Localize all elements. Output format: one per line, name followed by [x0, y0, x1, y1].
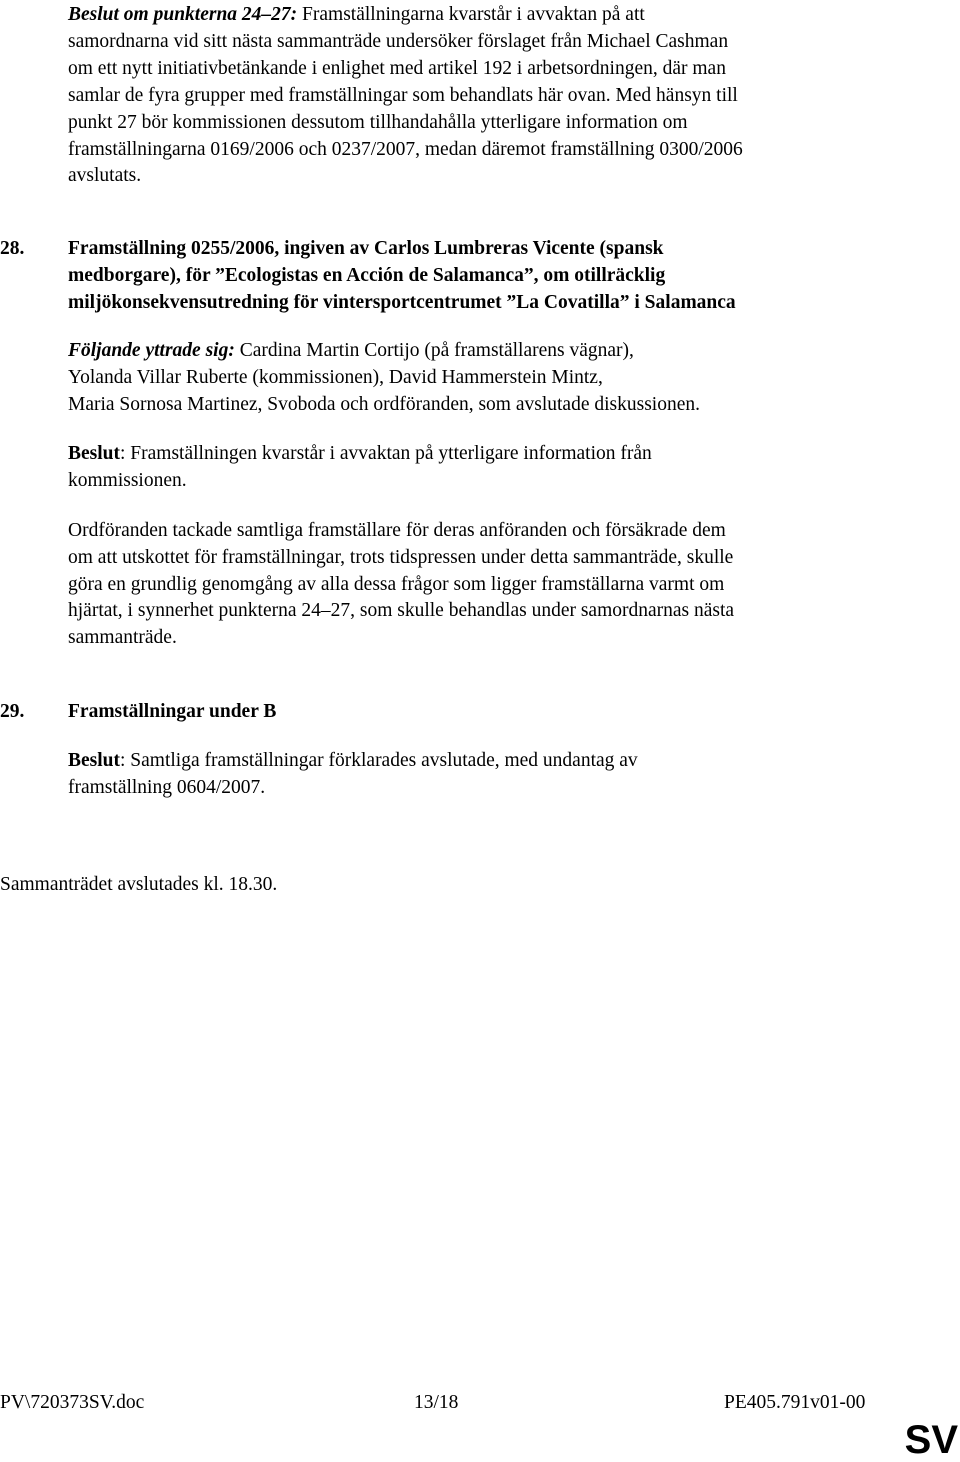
- chair-thanks-line: sammanträde.: [68, 627, 177, 648]
- footer-page-number: 13/18: [414, 1392, 459, 1413]
- decision-24-27-line: samordnarna vid sitt nästa sammanträde undersöker förslaget från Michael Cashman: [68, 31, 729, 52]
- speakers-line: Maria Sornosa Martinez, Svoboda och ordföranden, som avslutade diskussionen.: [68, 394, 700, 415]
- item-28-decision-line-1: [68, 441, 652, 468]
- item-28-decision-label: Beslut: [68, 443, 121, 464]
- decision-24-27-line-1: [68, 2, 645, 29]
- chair-thanks-line: om att utskottet för framställningar, trots tidspressen under detta sammanträde, skulle: [68, 547, 734, 568]
- item-29-decision-text: : Samtliga framställningar förklarades avslutade, med undantag av: [120, 750, 638, 771]
- item-28-title-line: miljökonsekvensutredning för vintersportcentrumet ”La Covatilla” i Salamanca: [68, 292, 736, 313]
- item-29-title: Framställningar under B: [68, 701, 277, 722]
- item-28-title-line: medborgare), för ”Ecologistas en Acción de Salamanca”, om otillräcklig: [68, 265, 666, 286]
- decision-24-27-text: Framställningarna kvarstår i avvaktan på att: [302, 4, 645, 25]
- footer-doc-ref: PV\720373SV.doc: [0, 1392, 145, 1413]
- item-29-number: 29.: [0, 701, 25, 722]
- decision-24-27-line: avslutats.: [68, 165, 142, 186]
- decision-24-27-line: framställningarna 0169/2006 och 0237/2007, medan däremot framställning 0300/2006: [68, 139, 743, 160]
- item-29-decision-line-1: [68, 748, 638, 775]
- speakers-line: Yolanda Villar Ruberte (kommissionen), David Hammerstein Mintz,: [68, 367, 603, 388]
- footer-pe-ref: PE405.791v01-00: [724, 1392, 866, 1413]
- chair-thanks-line: hjärtat, i synnerhet punkterna 24–27, som skulle behandlas under samordnarnas nästa: [68, 600, 735, 621]
- decision-24-27-label: Beslut om punkterna 24–27:: [68, 4, 298, 25]
- speakers-text: Cardina Martin Cortijo (på framställarens vägnar),: [239, 340, 634, 361]
- item-28-decision-line: kommissionen.: [68, 470, 187, 491]
- speakers-line-1: [68, 338, 634, 365]
- decision-24-27-line: om ett nytt initiativbetänkande i enlighet med artikel 192 i arbetsordningen, där man: [68, 58, 726, 79]
- language-code: SV: [904, 1418, 958, 1462]
- item-28-number: 28.: [0, 238, 25, 259]
- meeting-closed-note: Sammanträdet avslutades kl. 18.30.: [0, 874, 278, 895]
- chair-thanks-line: Ordföranden tackade samtliga framställare för deras anföranden och försäkrade dem: [68, 520, 726, 541]
- item-28-decision-text: : Framställningen kvarstår i avvaktan på ytterligare information från: [120, 443, 652, 464]
- item-29-decision-line: framställning 0604/2007.: [68, 777, 266, 798]
- chair-thanks-line: göra en grundlig genomgång av alla dessa frågor som ligger framställarna varmt om: [68, 574, 725, 595]
- item-29-decision-label: Beslut: [68, 750, 121, 771]
- decision-24-27-line: samlar de fyra grupper med framställningar som behandlats här ovan. Med hänsyn till: [68, 85, 738, 106]
- decision-24-27-line: punkt 27 bör kommissionen dessutom tillhandahålla ytterligare information om: [68, 112, 688, 133]
- speakers-label: Följande yttrade sig:: [68, 340, 235, 361]
- item-28-title-line: Framställning 0255/2006, ingiven av Carlos Lumbreras Vicente (spansk: [68, 238, 664, 259]
